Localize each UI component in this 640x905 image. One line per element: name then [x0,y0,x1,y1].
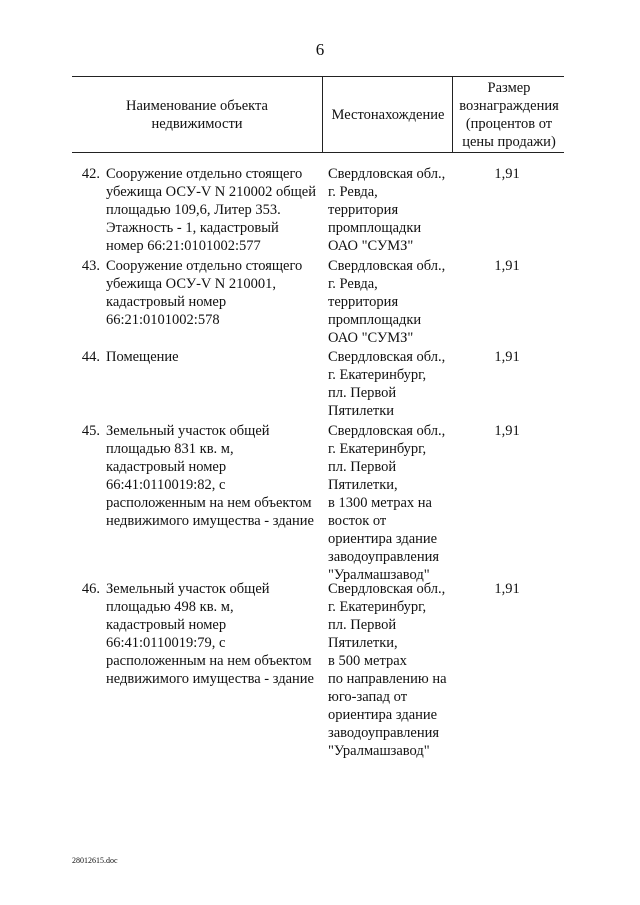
row-location-line: г. Екатеринбург, [328,367,427,383]
row-location [328,257,456,347]
header-fee-line: вознаграждения [459,97,559,114]
header-object-name-line: Наименование объекта [126,97,268,114]
row-location [328,348,456,420]
row-location-line: восток от [328,513,387,529]
row-location-line: Свердловская обл., [328,423,446,439]
row-location-line: ориентира здание [328,707,438,723]
row-location-line: ОАО "СУМЗ" [328,238,414,254]
row-number: 46. [81,581,100,597]
row-fee: 1,91 [494,423,520,439]
row-object-name-line: расположенным на нем объектом [106,653,312,669]
row-object-name-line: площадью 498 кв. м, [106,599,234,615]
row-location-line: ОАО "СУМЗ" [328,330,414,346]
table-header [72,76,564,153]
row-location [328,422,456,584]
row-object-name-line: убежища ОСУ-V N 210002 общей [106,184,316,200]
row-object-name-line: недвижимого имущества - здание [106,513,314,529]
row-location-line: юго-запад от [328,689,408,705]
row-location-line: промплощадки [328,220,422,236]
row-number: 44. [81,349,100,365]
row-location-line: Пятилетки, [328,635,398,651]
row-location-line: Свердловская обл., [328,581,446,597]
row-fee: 1,91 [494,349,520,365]
row-object-name-line: недвижимого имущества - здание [106,671,314,687]
row-location-line: территория [328,202,399,218]
row-location-line: в 500 метрах [328,653,407,669]
header-object-name [72,77,322,152]
row-object-name-line: площадью 109,6, Литер 353. [106,202,281,218]
row-location-line: заводоуправления [328,725,440,741]
header-location [322,77,453,152]
row-location-line: по направлению на [328,671,447,687]
row-location [328,580,456,760]
row-fee: 1,91 [494,166,520,182]
header-location-label: Местонахождение [331,106,445,123]
row-object-name [106,422,316,530]
row-object-name-line: Сооружение отдельно стоящего [106,166,303,182]
row-location-line: промплощадки [328,312,422,328]
row-object-name-line: кадастровый номер [106,617,227,633]
row-object-name [106,580,316,688]
row-number: 45. [81,423,100,439]
row-object-name-line: Земельный участок общей [106,581,270,597]
row-object-name [106,165,316,255]
row-object-name-line: Сооружение отдельно стоящего [106,258,303,274]
row-location-line: Пятилетки [328,403,395,419]
row-location-line: пл. Первой [328,385,397,401]
row-location-line: "Уралмашзавод" [328,743,430,759]
row-object-name-line: площадью 831 кв. м, [106,441,234,457]
footer-filename: 28012615.doc [72,856,118,865]
row-object-name-line: Помещение [106,349,179,365]
header-fee-line: (процентов от [465,115,553,132]
row-location-line: пл. Первой [328,617,397,633]
row-location-line: пл. Первой [328,459,397,475]
header-fee [452,77,565,152]
row-location-line: г. Ревда, [328,276,378,292]
row-object-name-line: номер 66:21:0101002:577 [106,238,261,254]
row-location-line: "Уралмашзавод" [328,567,430,583]
row-location-line: территория [328,294,399,310]
row-object-name [106,348,316,366]
header-fee-line: цены продажи) [462,133,556,150]
row-number: 42. [81,166,100,182]
row-fee: 1,91 [494,258,520,274]
header-fee-line: Размер [487,79,531,96]
row-location-line: ориентира здание [328,531,438,547]
row-location [328,165,456,255]
row-location-line: Пятилетки, [328,477,398,493]
row-location-line: заводоуправления [328,549,440,565]
row-object-name-line: кадастровый номер [106,459,227,475]
row-location-line: в 1300 метрах на [328,495,432,511]
row-location-line: Свердловская обл., [328,258,446,274]
row-location-line: г. Екатеринбург, [328,599,427,615]
row-number: 43. [81,258,100,274]
row-object-name-line: убежища ОСУ-V N 210001, [106,276,276,292]
row-object-name [106,257,316,329]
page-number: 6 [315,40,325,59]
row-location-line: г. Екатеринбург, [328,441,427,457]
row-location-line: г. Ревда, [328,184,378,200]
row-object-name-line: кадастровый номер [106,294,227,310]
row-fee: 1,91 [494,581,520,597]
row-location-line: Свердловская обл., [328,166,446,182]
row-object-name-line: Этажность - 1, кадастровый [106,220,279,236]
row-object-name-line: 66:21:0101002:578 [106,312,220,328]
row-object-name-line: 66:41:0110019:82, с [106,477,226,493]
header-object-name-line: недвижимости [151,115,243,132]
row-object-name-line: расположенным на нем объектом [106,495,312,511]
row-object-name-line: Земельный участок общей [106,423,270,439]
row-object-name-line: 66:41:0110019:79, с [106,635,226,651]
row-location-line: Свердловская обл., [328,349,446,365]
